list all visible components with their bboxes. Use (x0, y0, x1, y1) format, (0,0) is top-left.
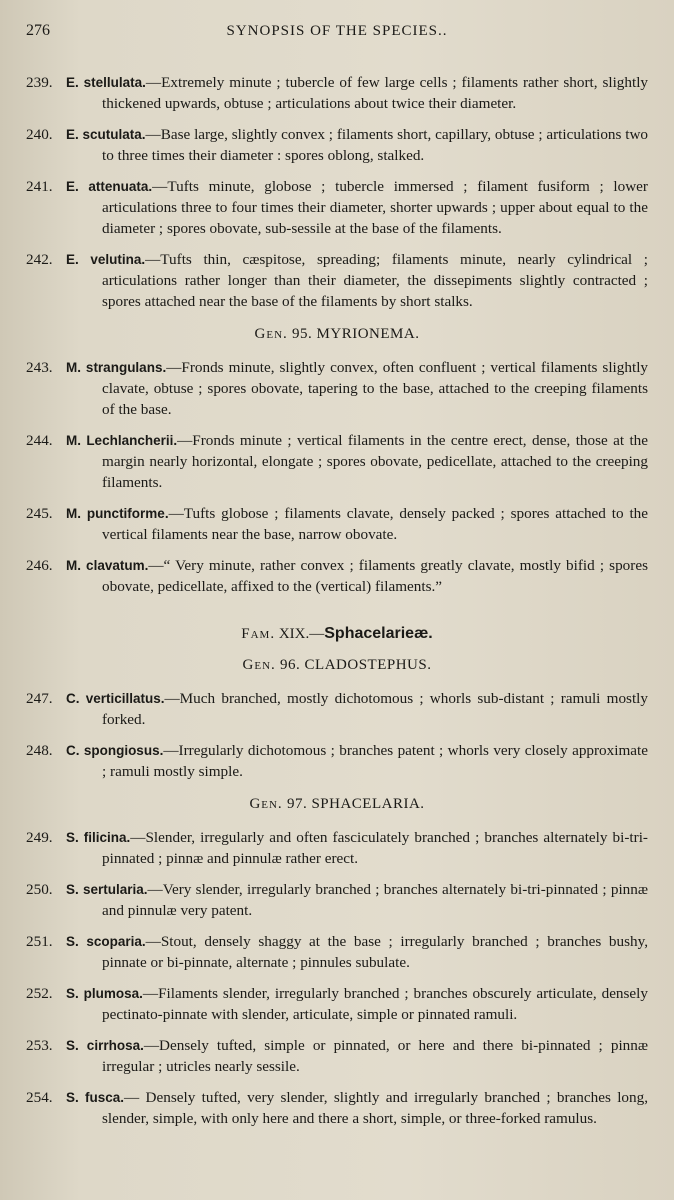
species-entry (26, 1035, 648, 1077)
species-entry (26, 931, 648, 973)
species-entry (26, 503, 648, 545)
species-entry (26, 430, 648, 493)
species-name: M. Lechlancherii. (66, 433, 178, 448)
species-description (66, 126, 648, 164)
species-name: S. plumosa. (66, 986, 143, 1001)
genus-heading (26, 657, 648, 674)
species-text: —Fronds minute, slightly convex, often confluent ; vertical filaments slightly clavate, obtuse ; spores obovate, tapering to the base, attached to the creeping filaments of the base. (102, 359, 649, 418)
species-description (66, 432, 648, 491)
species-description (66, 881, 648, 919)
species-name: S. fusca. (66, 1090, 125, 1105)
species-entry (26, 357, 648, 420)
species-name: C. spongiosus. (66, 743, 164, 758)
family-heading (26, 625, 648, 643)
species-name: S. sertularia. (66, 882, 148, 897)
species-number: 249. (26, 829, 53, 846)
species-text: —Tufts thin, cæspitose, spreading; filaments minute, nearly cylindrical ; articulations rather longer than their diameter, the dissepiments slightly contracted ; spores attached near the base of the filaments by short stalks. (102, 251, 648, 310)
species-text: —Filaments slender, irregularly branched ; branches obscurely articulate, densely pectinato-pinnate with slender, articulate, simple or pinnated ramuli. (102, 985, 648, 1023)
species-description (66, 359, 648, 418)
species-number: 253. (26, 1037, 53, 1054)
species-number: 245. (26, 505, 53, 522)
species-name: S. scoparia. (66, 934, 146, 949)
genus-heading (26, 796, 648, 813)
genus-label: Gen. (254, 326, 288, 342)
species-name: M. strangulans. (66, 360, 167, 375)
species-number: 254. (26, 1089, 53, 1106)
species-number: 250. (26, 881, 53, 898)
species-entry (26, 827, 648, 869)
species-entry (26, 555, 648, 597)
species-text: —Irregularly dichotomous ; branches patent ; whorls very closely approximate ; ramuli mostly simple. (102, 742, 648, 780)
species-text: —Tufts minute, globose ; tubercle immersed ; filament fusiform ; lower articulations three to four times their diameter, shorter upwards ; upper about equal to the diameter ; spores obovate, sub-sessile at the base of the filaments. (102, 178, 648, 237)
species-entry (26, 879, 648, 921)
species-entry (26, 688, 648, 730)
species-name: E. scutulata. (66, 127, 146, 142)
species-number: 244. (26, 432, 53, 449)
species-number: 252. (26, 985, 53, 1002)
species-text: —Very slender, irregularly branched ; branches alternately bi-tri-pinnated ; pinnæ and pinnulæ very patent. (102, 881, 649, 919)
species-text: —Slender, irregularly and often fasciculately branched ; branches alternately bi-tri-pinnated ; pinnæ and pinnulæ rather erect. (102, 829, 648, 867)
species-description (66, 178, 648, 237)
species-name: S. cirrhosa. (66, 1038, 144, 1053)
species-number: 246. (26, 557, 53, 574)
species-number: 239. (26, 74, 53, 91)
page-header (26, 22, 648, 50)
genus-name: 96. CLADOSTEPHUS. (280, 657, 432, 673)
species-description (66, 1037, 648, 1075)
species-name: S. filicina. (66, 830, 131, 845)
species-number: 251. (26, 933, 53, 950)
species-entry (26, 124, 648, 166)
species-text: —“ Very minute, rather convex ; filaments greatly clavate, mostly bifid ; spores obovate, pedicellate, affixed to the (vertical) filaments.” (102, 557, 648, 595)
species-name: E. stellulata. (66, 75, 146, 90)
species-description (66, 74, 648, 112)
species-name: E. attenuata. (66, 179, 153, 194)
species-number: 248. (26, 742, 53, 759)
species-description (66, 251, 648, 310)
species-name: C. verticillatus. (66, 691, 165, 706)
page-number: 276 (26, 22, 50, 39)
species-description (66, 985, 648, 1023)
species-entry (26, 249, 648, 312)
running-title: SYNOPSIS OF THE SPECIES.. (226, 23, 448, 39)
species-entry (26, 740, 648, 782)
species-number: 243. (26, 359, 53, 376)
species-entry (26, 72, 648, 114)
species-name: M. punctiforme. (66, 506, 169, 521)
species-text: —Tufts globose ; filaments clavate, densely packed ; spores attached to the vertical filaments near the base, narrow obovate. (102, 505, 648, 543)
species-text: —Much branched, mostly dichotomous ; whorls sub-distant ; ramuli mostly forked. (102, 690, 648, 728)
species-entry (26, 983, 648, 1025)
species-list (26, 72, 648, 1129)
species-text: —Fronds minute ; vertical filaments in the centre erect, dense, those at the margin nearly horizontal, elongate ; spores obovate, pedicellate, attached to the creeping filaments. (102, 432, 649, 491)
species-text: —Extremely minute ; tubercle of few large cells ; filaments rather short, slightly thickened upwards, obtuse ; articulations about twice their diameter. (102, 74, 649, 112)
species-number: 247. (26, 690, 53, 707)
species-description (66, 505, 648, 543)
species-description (66, 933, 648, 971)
genus-name: 95. MYRIONEMA. (292, 326, 420, 342)
species-entry (26, 176, 648, 239)
species-description (66, 742, 648, 780)
species-name: E. velutina. (66, 252, 146, 267)
species-description (66, 829, 648, 867)
family-name: Sphacelarieæ. (324, 625, 433, 642)
species-description (66, 557, 648, 595)
species-text: —Densely tufted, simple or pinnated, or here and there bi-pinnated ; pinnæ irregular ; utricles nearly sessile. (102, 1037, 648, 1075)
species-description (66, 1089, 648, 1127)
genus-name: 97. SPHACELARIA. (286, 796, 425, 812)
family-label: Fam. (241, 626, 276, 642)
genus-label: Gen. (249, 796, 283, 812)
species-description (66, 690, 648, 728)
genus-heading (26, 326, 648, 343)
species-text: —Base large, slightly convex ; filaments short, capillary, obtuse ; articulations two to three times their diameter : spores oblong, stalked. (102, 126, 649, 164)
species-number: 240. (26, 126, 53, 143)
species-entry (26, 1087, 648, 1129)
genus-label: Gen. (242, 657, 276, 673)
family-number: XIX.— (278, 626, 325, 642)
species-number: 242. (26, 251, 53, 268)
species-name: M. clavatum. (66, 558, 149, 573)
species-text: — Densely tufted, very slender, slightly and irregularly branched ; branches long, slender, simple, with only here and there a short, simple, or three-forked ramulus. (102, 1089, 648, 1127)
species-text: —Stout, densely shaggy at the base ; irregularly branched ; branches bushy, pinnate or bi-pinnate, alternate ; pinnules subulate. (102, 933, 648, 971)
species-number: 241. (26, 178, 53, 195)
